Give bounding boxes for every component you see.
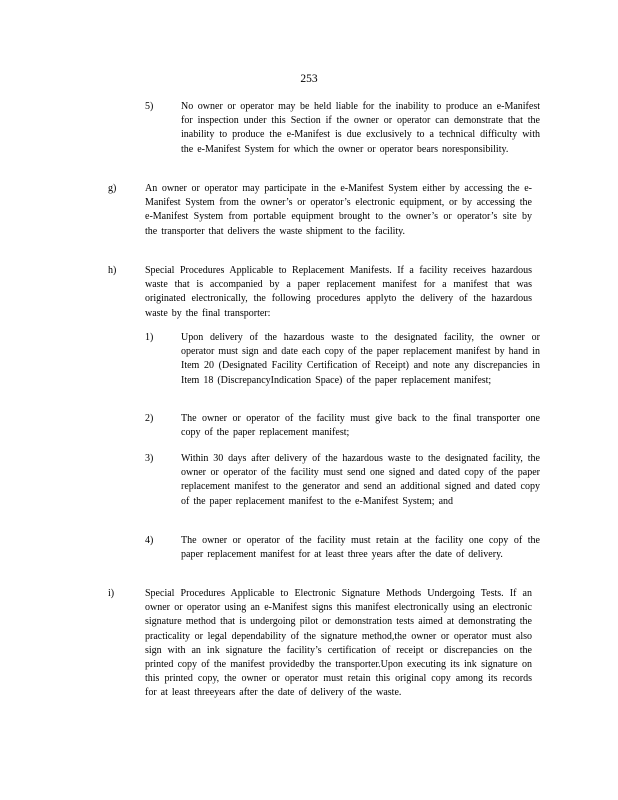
item-h-2-marker: 2) <box>145 413 154 424</box>
item-h-4-text: The owner or operator of the facility must retain at the facility one copy of the paper replacement manifest for at least three years after the date of delivery. <box>181 535 540 561</box>
item-h-3-marker: 3) <box>145 453 154 464</box>
item-g-text: An owner or operator may participate in the e-Manifest System either by accessing the e-Manifest System from the owner’s or operator’s electronic equipment, or by accessing the e-Manifest System from portable equipment brought to the owner’s or operator’s site by the transporter that delivers the waste shipment to the facility. <box>145 183 532 237</box>
item-h-3-text: Within 30 days after delivery of the hazardous waste to the designated facility, the owner or operator of the facility must send one signed and dated copy of the paper replacement manifest to the generator and send an additional signed and dated copy of the paper replacement manifest to the e-Manifest System; and <box>181 453 540 507</box>
item-g-marker: g) <box>108 183 117 194</box>
item-5-marker: 5) <box>145 101 154 112</box>
item-h-marker: h) <box>108 265 117 276</box>
item-h-1-marker: 1) <box>145 332 154 343</box>
item-h-1-text: Upon delivery of the hazardous waste to the designated facility, the owner or operator must sign and date each copy of the paper replacement manifest by hand in Item 20 (Designated Facility Certification of Receipt) and note any discrepancies in Item 18 (DiscrepancyIndication Space) of the paper replacement manifest; <box>181 332 540 386</box>
item-h-4-marker: 4) <box>145 535 154 546</box>
page-number: 253 <box>300 73 318 85</box>
item-h-2-text: The owner or operator of the facility must give back to the final transporter one copy of the paper replacement manifest; <box>181 413 540 439</box>
item-i-text: Special Procedures Applicable to Electronic Signature Methods Undergoing Tests. If an owner or operator using an e-Manifest signs this manifest electronically using an electronic signature method that is undergoing pilot or demonstration tests aimed at demonstrating the practicality or legal dependability of the signature method,the owner or operator must also sign with an ink signature the facility’s certification of receipt or discrepancies on the printed copy of the manifest providedby the transporter.Upon executing its ink signature on this printed copy, the owner or operator must retain this original copy among its records for at least threeyears after the date of delivery of the waste. <box>145 588 532 699</box>
item-i-marker: i) <box>108 588 115 599</box>
item-5-text: No owner or operator may be held liable for the inability to produce an e-Manifest for inspection under this Section if the owner or operator can demonstrate that the inability to produce the e-Manifest is due exclusively to a technical difficulty with the e-Manifest System for which the owner or operator bears noresponsibility. <box>181 101 540 155</box>
item-h-text: Special Procedures Applicable to Replacement Manifests. If a facility receives hazardous waste that is accompanied by a paper replacement manifest for a manifest that was originated electronically, the following procedures applyto the delivery of the hazardous waste by the final transporter: <box>145 265 532 319</box>
